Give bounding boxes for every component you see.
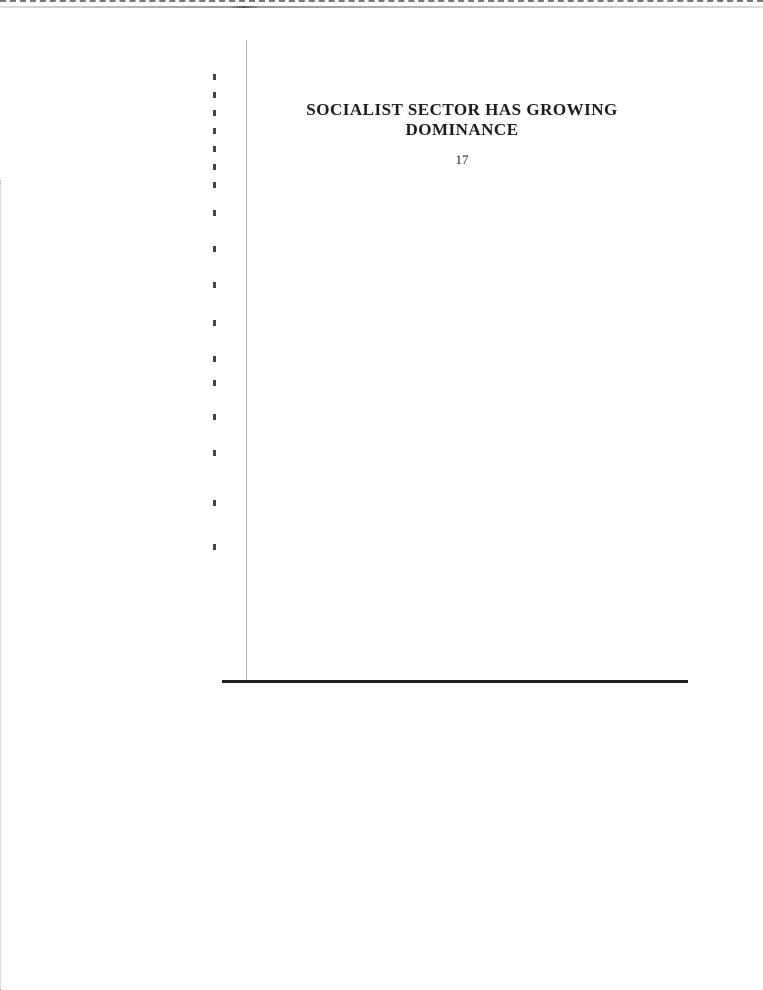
margin-bleed-marks: [205, 70, 235, 590]
page-number: 17: [455, 152, 469, 167]
scan-left-edge: [0, 180, 3, 990]
page-text: [274, 60, 650, 168]
scan-top-band: [0, 6, 763, 8]
binding-line: [246, 40, 247, 682]
section-heading: SOCIALIST SECTOR HAS GROWING DOMINANCE: [306, 100, 618, 139]
bottom-rule: [222, 680, 688, 683]
